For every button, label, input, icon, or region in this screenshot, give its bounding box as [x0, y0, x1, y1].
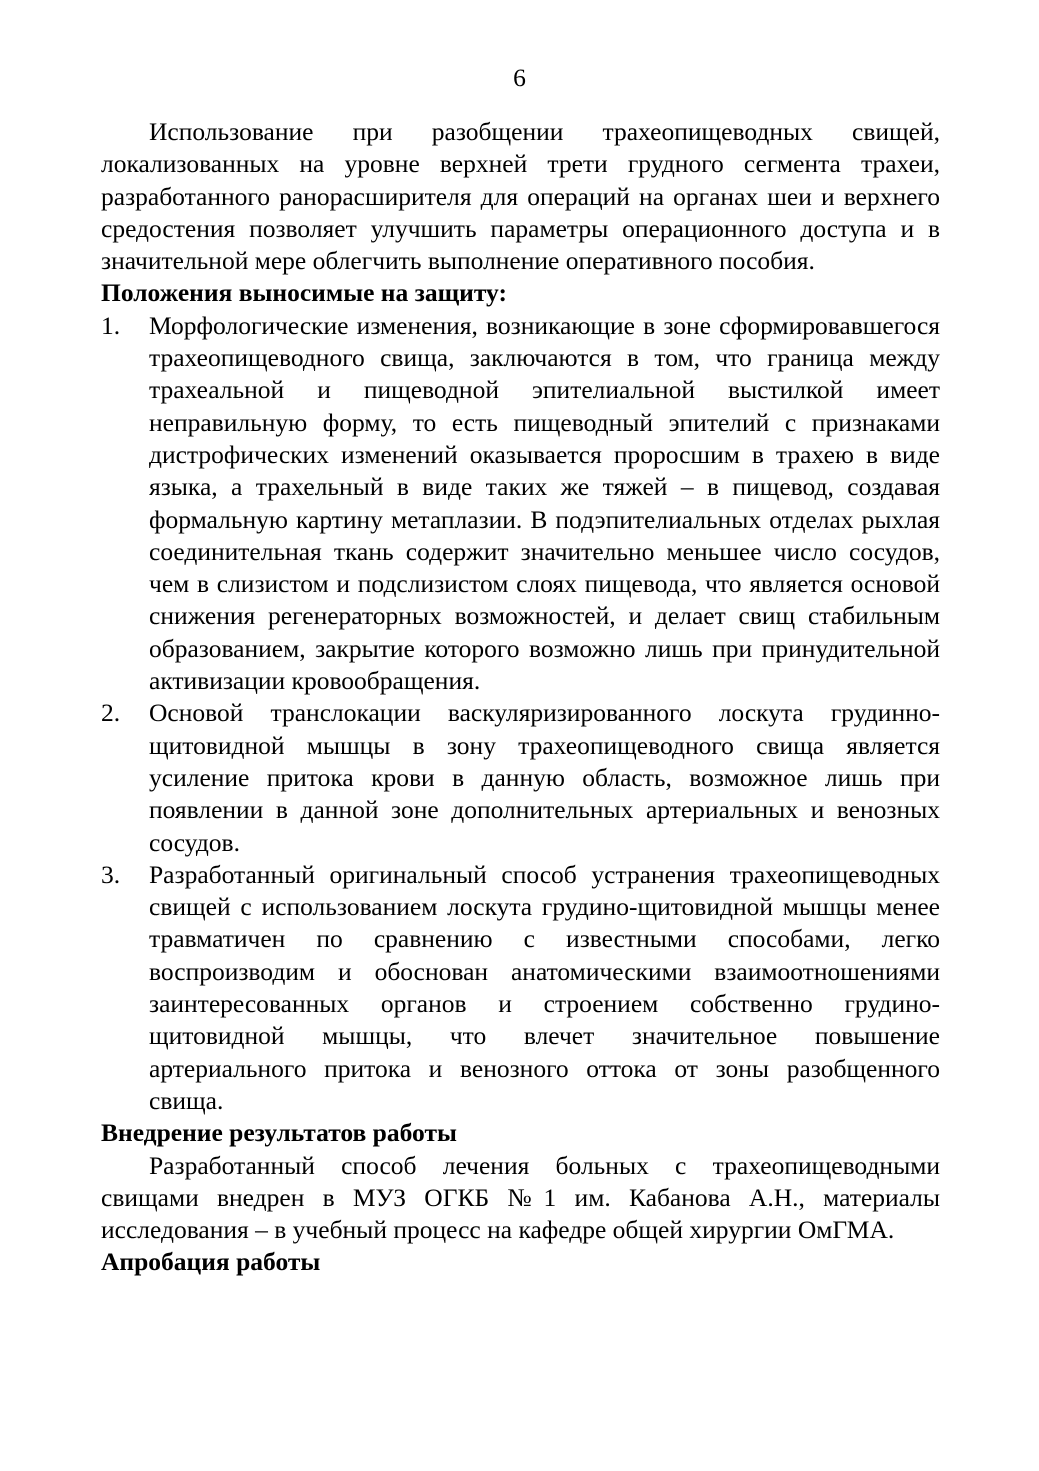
- provisions-list: [101, 310, 940, 1117]
- list-item-number: 2.: [101, 698, 121, 728]
- approbation-heading: Апробация работы: [101, 1247, 321, 1277]
- list-item: [101, 310, 940, 698]
- list-item-text: Морфологические изменения, возникающие в зоне сформировавшегося трахеопищеводного свища, заключаются в том, что граница между трахеальной и пищеводной эпителиальной выстилкой имеет неправильную форму, то есть пищеводный эпителий с признаками дистрофических изменений оказывается проросшим в трахею в виде языка, а трахельный в виде таких же тяжей – в пищевод, создавая формальную картину метаплазии. В подэпителиальных отделах рыхлая соединительная ткань содержит значительно меньшее число сосудов, чем в слизистом и подслизистом слоях пищевода, что является основой снижения регенераторных возможностей, и делает свищ стабильным образованием, закрытие которого возможно лишь при принудительной активизации кровообращения.: [149, 310, 940, 696]
- list-item: [101, 859, 940, 1117]
- list-item-text: Основой транслокации васкуляризированного лоскута грудиннощитовидной мышцы в зону трахеопищеводного свища является усиление притока крови в данную область, возможное лишь при появлении в данной зоне дополнительных артериальных и венозных сосудов.: [149, 698, 940, 857]
- provisions-heading: Положения выносимые на защиту:: [101, 278, 507, 308]
- list-item-number: 1.: [101, 310, 121, 340]
- list-item-number: 3.: [101, 859, 121, 889]
- implementation-paragraph: Разработанный способ лечения больных с трахеопищеводными свищами внедрен в МУЗ ОГКБ №1 им. Кабанова А.Н., материалы исследования – в учебный процесс на кафедре общей хирургии ОмГМА.: [101, 1150, 940, 1245]
- implementation-heading: Внедрение результатов работы: [101, 1118, 457, 1148]
- intro-paragraph: Использование при разобщении трахеопищеводных свищей, локализованных на уровне верхней трети грудного сегмента трахеи, разработанного ранорасширителя для операций на органах шеи и верхнего средостения позволяет улучшить параметры операционного доступа и в значительной мере облегчить выполнение оперативного пособия.: [101, 117, 940, 276]
- page-number: 6: [513, 63, 526, 92]
- list-item-text: Разработанный оригинальный способ устранения трахеопищеводных свищей с использованием лоскута грудино-щитовидной мышцы менее травматичен по сравнению с известными способами, легко воспроизводим и обоснован анатомическими взаимоотношениями заинтересованных органов и строением собственно грудино-щитовидной мышцы, что влечет значительное повышение артериального притока и венозного оттока от зоны разобщенного свища.: [149, 859, 940, 1115]
- document-body: [101, 116, 940, 1279]
- list-item: [101, 697, 940, 858]
